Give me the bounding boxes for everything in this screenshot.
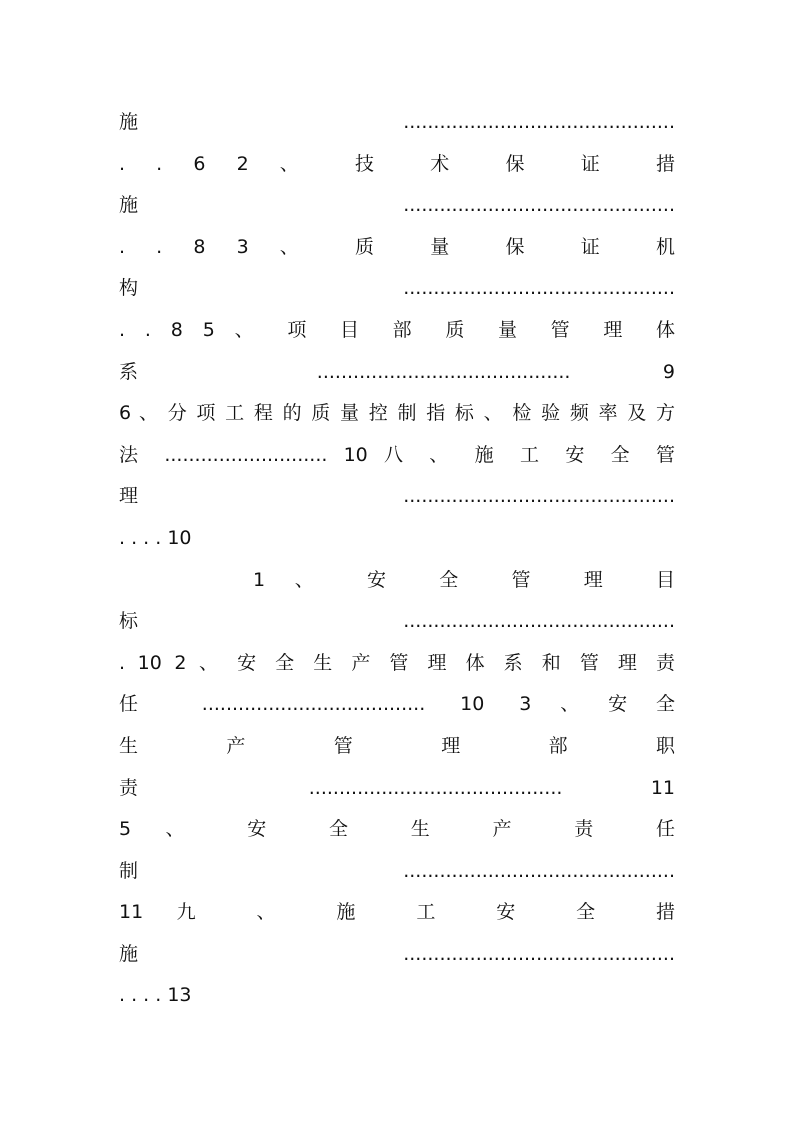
- toc-line: 11 九 、 施 工 安 全 措: [119, 901, 675, 924]
- toc-line: 系 .......................................... 9: [119, 360, 675, 383]
- toc-line: 施.............................................: [119, 942, 675, 965]
- toc-line: . . 6 2 、 技 术 保 证 措: [119, 152, 675, 175]
- toc-line: 法 ........................... 10 八 、 施 工 安 全 管: [119, 443, 675, 466]
- toc-line: . . . . 13: [119, 984, 192, 1007]
- toc-line: 5 、 安 全 生 产 责 任: [119, 818, 675, 841]
- toc-line: 任 ..................................... 10 3、安全: [119, 693, 675, 716]
- toc-line: 生 产 管 理 部 职: [119, 734, 675, 757]
- toc-line: 责 .......................................... 11: [119, 776, 675, 799]
- table-of-contents: [119, 102, 675, 1017]
- toc-line: 1 、 安 全 管 理 目: [253, 568, 675, 591]
- toc-line: 标.............................................: [119, 610, 675, 633]
- toc-line: 施.............................................: [119, 194, 675, 217]
- toc-line: . . 8 5 、 项 目 部 质 量 管 理 体: [119, 318, 675, 341]
- toc-line: 理.............................................: [119, 485, 675, 508]
- toc-line: . . . . 10: [119, 526, 192, 549]
- toc-line: . . 8 3 、 质 量 保 证 机: [119, 235, 675, 258]
- toc-line: 构.............................................: [119, 277, 675, 300]
- toc-line: . 10 2 、 安 全 生 产 管 理 体 系 和 管 理 责: [119, 651, 675, 674]
- toc-line: 施.............................................: [119, 111, 675, 133]
- toc-line: 6 、 分 项 工 程 的 质 量 控 制 指 标 、 检 验 频 率 及 方: [119, 402, 675, 425]
- toc-line: 制.............................................: [119, 859, 675, 882]
